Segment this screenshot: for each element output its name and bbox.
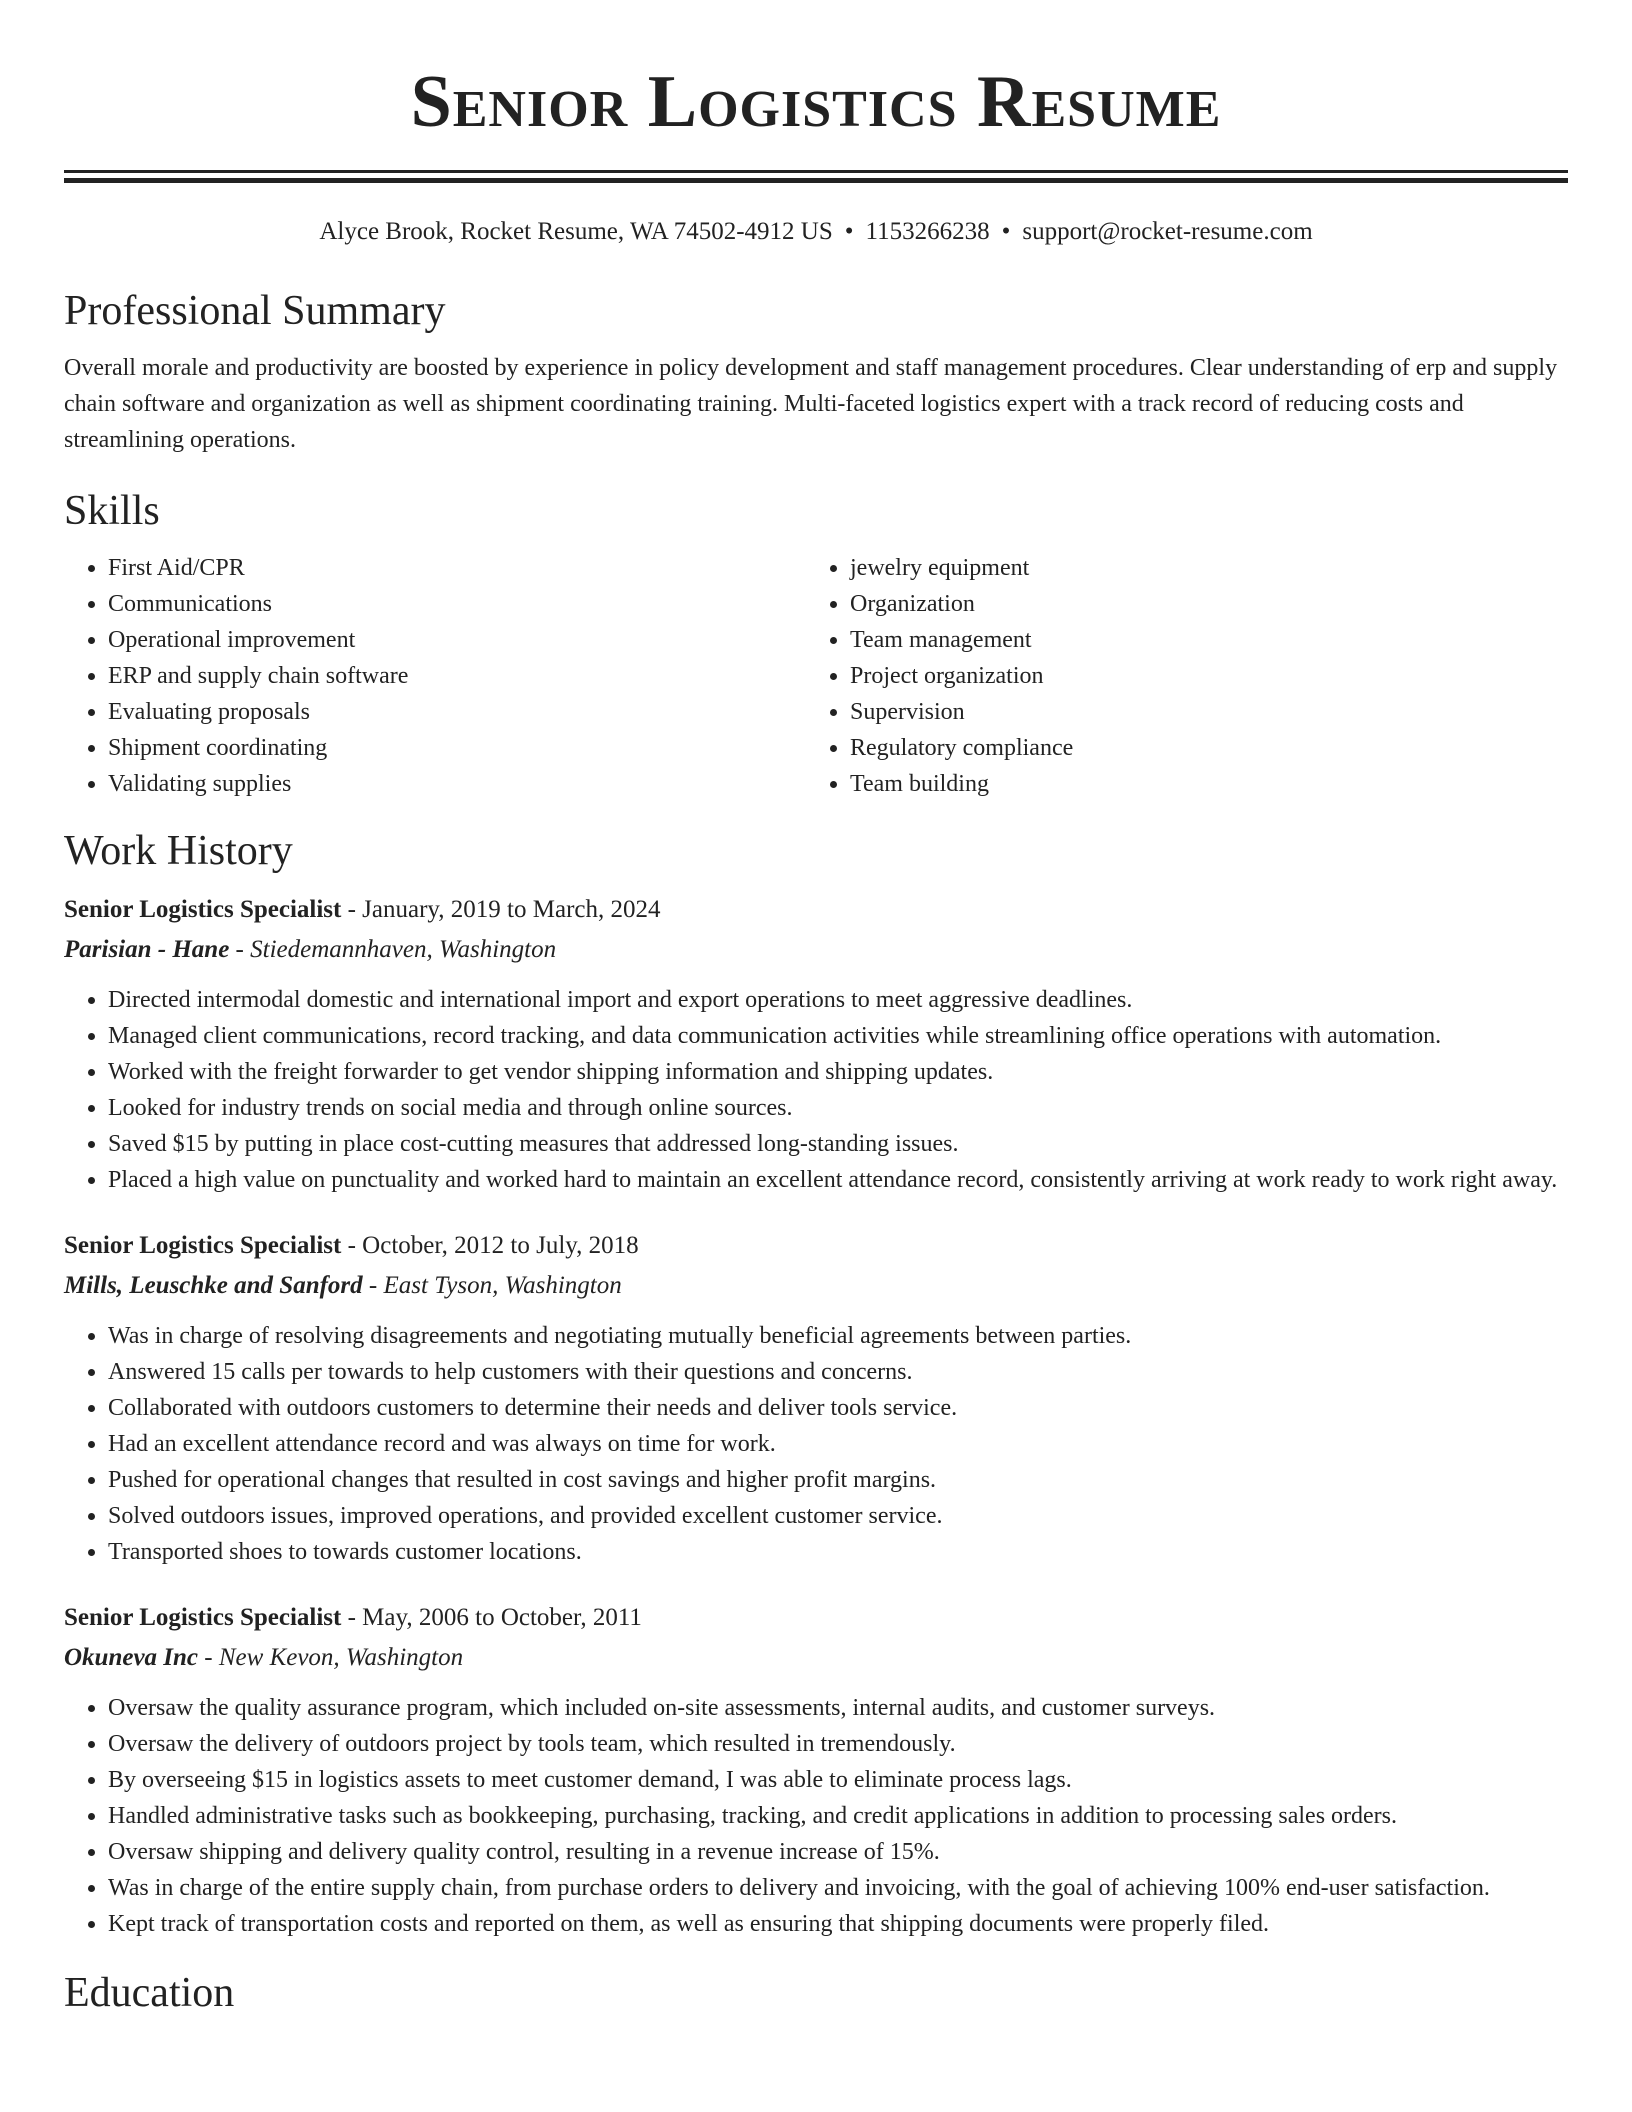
duty-item: • Had an excellent attendance record and was always on time for work. [108, 1426, 1568, 1462]
duty-item: • Pushed for operational changes that resulted in cost savings and higher profit margins. [108, 1462, 1568, 1498]
job-duties [64, 982, 1568, 1198]
job-location: - East Tyson, Washington [362, 1272, 622, 1299]
skill-item: • ERP and supply chain software [108, 658, 806, 694]
skill-item: • Project organization [850, 658, 1568, 694]
contact-phone: 1153266238 [865, 218, 990, 245]
duty-item: • Managed client communications, record tracking, and data communication activities while streamlining office operations with automation. [108, 1018, 1568, 1054]
skill-item: • Supervision [850, 694, 1568, 730]
title-divider [64, 170, 1568, 183]
duty-item: • Answered 15 calls per towards to help customers with their questions and concerns. [108, 1354, 1568, 1390]
summary-heading: Professional Summary [64, 288, 446, 334]
skills-column-right [806, 550, 1568, 802]
skill-item: • Team building [850, 766, 1568, 802]
job-header [64, 1598, 1568, 1638]
duty-item: • Was in charge of the entire supply chain, from purchase orders to delivery and invoicing, with the goal of achieving 100% end-user satisfaction. [108, 1870, 1568, 1906]
job-employer [64, 930, 1568, 970]
duty-item: • Was in charge of resolving disagreements and negotiating mutually beneficial agreements between parties. [108, 1318, 1568, 1354]
education-heading: Education [64, 1970, 235, 2016]
skill-item: • First Aid/CPR [108, 550, 806, 586]
duty-item: • Handled administrative tasks such as bookkeeping, purchasing, tracking, and credit applications in addition to processing sales orders. [108, 1798, 1568, 1834]
contact-separator: • [844, 218, 854, 245]
contact-address: Alyce Brook, Rocket Resume, WA 74502-4912 US [319, 218, 833, 245]
job-entry [64, 1226, 1568, 1570]
duty-item: • Worked with the freight forwarder to get vendor shipping information and shipping updates. [108, 1054, 1568, 1090]
duty-item: • By overseeing $15 in logistics assets to meet customer demand, I was able to eliminate process lags. [108, 1762, 1568, 1798]
duty-item: • Kept track of transportation costs and reported on them, as well as ensuring that shipping documents were properly filed. [108, 1906, 1568, 1942]
duty-item: • Directed intermodal domestic and international import and export operations to meet aggressive deadlines. [108, 982, 1568, 1018]
skill-item: • Shipment coordinating [108, 730, 806, 766]
duty-item: • Solved outdoors issues, improved operations, and provided excellent customer service. [108, 1498, 1568, 1534]
job-entry [64, 890, 1568, 1198]
job-dates: - May, 2006 to October, 2011 [341, 1604, 642, 1631]
job-duties [64, 1318, 1568, 1570]
duty-item: • Transported shoes to towards customer locations. [108, 1534, 1568, 1570]
job-title: Senior Logistics Specialist [64, 1232, 342, 1259]
job-dates: - October, 2012 to July, 2018 [341, 1232, 639, 1259]
job-location: - New Kevon, Washington [198, 1644, 464, 1671]
job-location: - Stiedemannhaven, Washington [229, 936, 557, 963]
summary-text: Overall morale and productivity are boosted by experience in policy development and staff management procedures. Clear understanding of erp and supply chain software and organization as well as shipment coordinating training. Multi-faceted logistics expert with a track record of reducing costs and streamlining operations. [64, 355, 1558, 453]
job-entry [64, 1598, 1568, 1942]
job-employer [64, 1638, 1568, 1678]
job-company: Mills, Leuschke and Sanford [64, 1272, 363, 1299]
skill-item: • Regulatory compliance [850, 730, 1568, 766]
skill-item: • Evaluating proposals [108, 694, 806, 730]
skills-heading: Skills [64, 488, 160, 534]
duty-item: • Oversaw the delivery of outdoors project by tools team, which resulted in tremendously. [108, 1726, 1568, 1762]
job-company: Parisian - Hane [64, 936, 230, 963]
skills-list [64, 550, 1568, 802]
contact-separator: • [1001, 218, 1011, 245]
skill-item: • Organization [850, 586, 1568, 622]
job-header [64, 1226, 1568, 1266]
job-company: Okuneva Inc [64, 1644, 199, 1671]
job-duties [64, 1690, 1568, 1942]
duty-item: • Placed a high value on punctuality and worked hard to maintain an excellent attendance record, consistently arriving at work ready to work right away. [108, 1162, 1568, 1198]
skills-column-left [64, 550, 806, 802]
duty-item: • Collaborated with outdoors customers to determine their needs and deliver tools service. [108, 1390, 1568, 1426]
duty-item: • Oversaw the quality assurance program, which included on-site assessments, internal audits, and customer surveys. [108, 1690, 1568, 1726]
job-title: Senior Logistics Specialist [64, 896, 342, 923]
job-employer [64, 1266, 1568, 1306]
skill-item: • Operational improvement [108, 622, 806, 658]
duty-item: • Looked for industry trends on social media and through online sources. [108, 1090, 1568, 1126]
job-title: Senior Logistics Specialist [64, 1604, 342, 1631]
skill-item: • Communications [108, 586, 806, 622]
work-history-heading: Work History [64, 828, 293, 874]
job-header [64, 890, 1568, 930]
contact-line [64, 216, 1568, 248]
duty-item: • Saved $15 by putting in place cost-cutting measures that addressed long-standing issues. [108, 1126, 1568, 1162]
contact-email: support@rocket-resume.com [1022, 218, 1313, 245]
skill-item: • Validating supplies [108, 766, 806, 802]
duty-item: • Oversaw shipping and delivery quality control, resulting in a revenue increase of 15%. [108, 1834, 1568, 1870]
skill-item: • Team management [850, 622, 1568, 658]
resume-title: Senior Logistics Resume [410, 61, 1222, 143]
skill-item: • jewelry equipment [850, 550, 1568, 586]
job-dates: - January, 2019 to March, 2024 [341, 896, 661, 923]
